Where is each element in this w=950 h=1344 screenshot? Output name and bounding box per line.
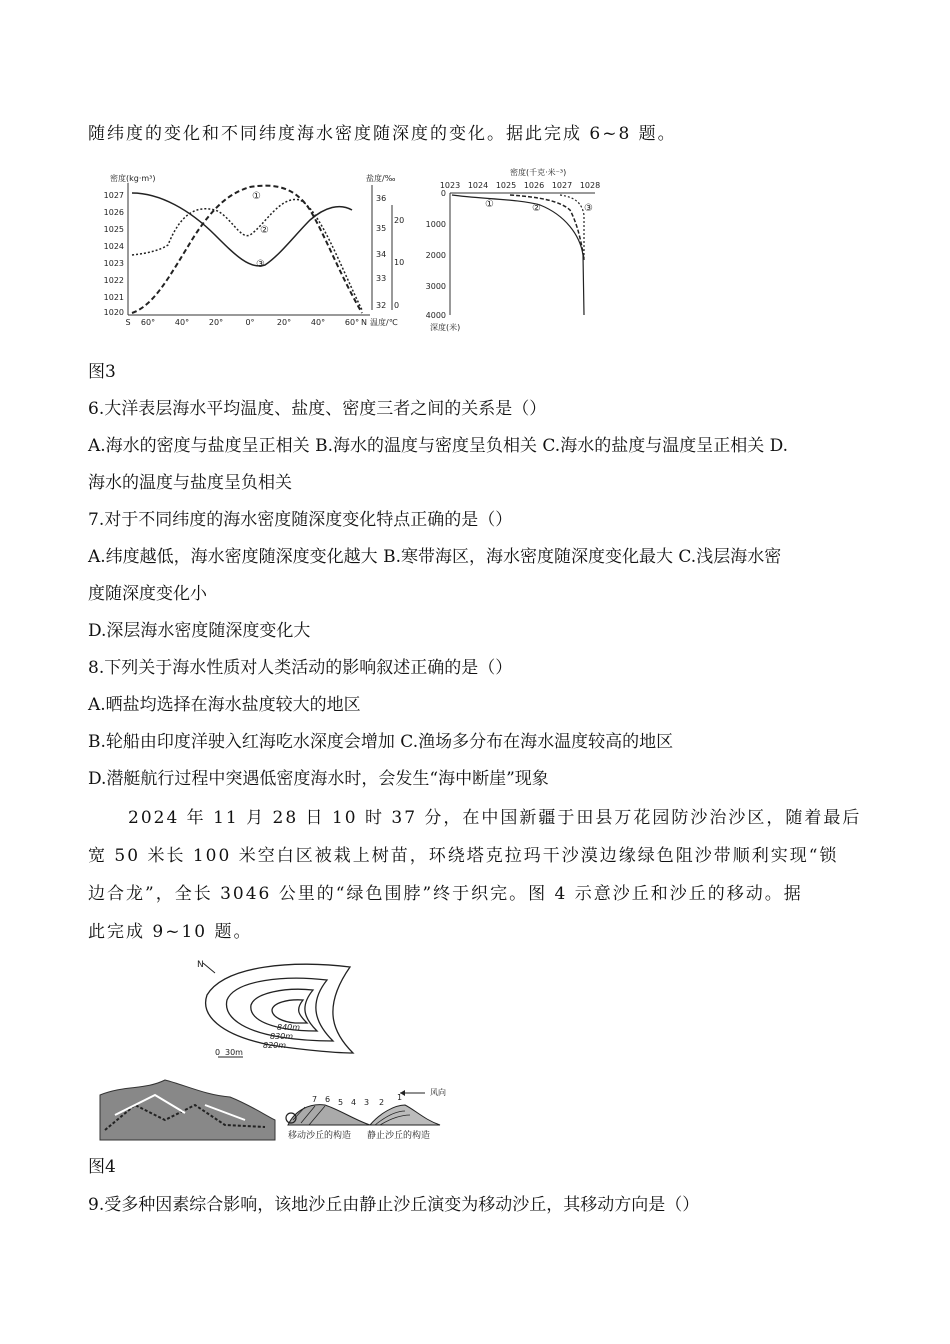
figure-3: [100, 165, 620, 340]
latitude-tick: 60°: [344, 318, 360, 327]
dune-contour-map: [197, 960, 353, 1057]
salinity-axis-label: 盐度/‰: [366, 174, 396, 183]
static-dune-label: 静止沙丘的构造: [367, 1131, 431, 1141]
question-7-options-cont: 度随深度变化小: [88, 584, 207, 604]
salinity-tick: 34: [376, 250, 387, 259]
latitude-tick: S: [125, 318, 131, 327]
salinity-curve: [132, 199, 362, 310]
intro-text: 随纬度的变化和不同纬度海水密度随深度的变化。据此完成 6~8 题。: [88, 124, 677, 144]
question-7-option-d: D.深层海水密度随深度变化大: [88, 621, 311, 641]
question-6-options-cont: 海水的温度与盐度呈负相关: [88, 473, 292, 493]
density-top-tick: 1024: [467, 181, 489, 190]
moving-dune-label: 移动沙丘的构造: [288, 1131, 352, 1141]
latitude-tick: N: [361, 318, 367, 327]
latitude-tick: 20°: [276, 318, 292, 327]
layer-number: 3: [364, 1098, 370, 1107]
figure-4: [95, 955, 465, 1145]
curve-marker: ①: [252, 191, 261, 202]
top-axis-label: 密度(千克·米⁻³): [510, 168, 567, 177]
latitude-tick: 40°: [174, 318, 190, 327]
density-tick: 1022: [103, 276, 124, 285]
question-8-option-a: A.晒盐均选择在海水盐度较大的地区: [88, 695, 361, 715]
layer-number: 2: [379, 1098, 385, 1107]
contour-label: 820m: [263, 1041, 287, 1050]
depth-tick: 0: [440, 189, 446, 198]
density-tick: 1024: [103, 242, 124, 251]
figure-3-caption: 图3: [88, 362, 116, 382]
temperature-axis-label: 温度/℃: [370, 318, 398, 327]
latitude-tick: 0°: [245, 318, 255, 327]
contour-label: 830m: [270, 1032, 294, 1041]
scale-label: 30m: [225, 1048, 243, 1057]
passage-line: 边合龙”，全长 3046 公里的“绿色围脖”终于织完。图 4 示意沙丘和沙丘的移动。据: [88, 884, 803, 904]
north-arrow-icon: [203, 963, 215, 973]
layer-number: 7: [312, 1095, 318, 1104]
passage-line: 宽 50 米长 100 米空白区被栽上树苗，环绕塔克拉玛干沙漠边缘绿色阻沙带顺利实现“锁: [88, 846, 839, 866]
density-axis-label: 密度(kg·m³): [110, 174, 156, 183]
density-top-tick: 1028: [579, 181, 601, 190]
scale-zero: 0: [215, 1048, 221, 1057]
density-tick: 1020: [103, 308, 124, 317]
density-top-tick: 1026: [523, 181, 545, 190]
curve-marker: ②: [532, 203, 541, 214]
density-top-tick: 1023: [439, 181, 461, 190]
temperature-tick: 20: [394, 216, 405, 225]
depth-axis-label: 深度(米): [430, 323, 461, 332]
question-8-option-bc: B.轮船由印度洋驶入红海吃水深度会增加 C.渔场多分布在海水温度较高的地区: [88, 732, 674, 752]
question-6-stem: 6.大洋表层海水平均温度、盐度、密度三者之间的关系是（）: [88, 399, 547, 419]
curve-marker: ②: [260, 225, 269, 236]
density-curve: [132, 193, 352, 266]
layer-number: 6: [325, 1095, 331, 1104]
density-tick: 1025: [103, 225, 124, 234]
density-tick: 1027: [103, 191, 124, 200]
question-8-stem: 8.下列关于海水性质对人类活动的影响叙述正确的是（）: [88, 658, 513, 678]
density-top-tick: 1025: [495, 181, 517, 190]
depth-tick: 4000: [425, 311, 446, 320]
curve-marker: ③: [256, 259, 265, 270]
depth-tick: 2000: [425, 251, 446, 260]
density-depth-curve-2: [510, 195, 584, 260]
depth-tick: 1000: [425, 220, 446, 229]
density-depth-curve-1: [452, 195, 584, 315]
density-top-tick: 1027: [551, 181, 573, 190]
curve-marker: ③: [584, 203, 593, 214]
salinity-tick: 32: [376, 301, 387, 310]
dune-structure-diagram: [286, 1087, 446, 1141]
dune-landscape-sketch: [100, 1080, 275, 1140]
layer-number: 5: [338, 1098, 344, 1107]
density-tick: 1023: [103, 259, 124, 268]
north-label: N: [197, 960, 204, 970]
layer-number: 4: [351, 1098, 357, 1107]
latitude-tick: 60°: [140, 318, 156, 327]
passage-line: 此完成 9~10 题。: [88, 922, 253, 942]
question-6-options: A.海水的密度与盐度呈正相关 B.海水的温度与密度呈负相关 C.海水的盐度与温度呈正相关 D.: [88, 436, 789, 456]
latitude-tick: 40°: [310, 318, 326, 327]
question-7-stem: 7.对于不同纬度的海水密度随深度变化特点正确的是（）: [88, 510, 513, 530]
density-tick: 1021: [103, 293, 124, 302]
wind-label: 风向: [430, 1088, 446, 1097]
depth-profile-chart: [426, 167, 601, 332]
contour-label: 840m: [277, 1023, 301, 1032]
question-7-options: A.纬度越低，海水密度随深度变化越大 B.寒带海区，海水密度随深度变化最大 C.浅层海水密: [88, 547, 782, 567]
figure-4-caption: 图4: [88, 1157, 116, 1177]
latitude-tick: 20°: [208, 318, 224, 327]
temperature-tick: 10: [394, 258, 405, 267]
question-9-stem: 9.受多种因素综合影响，该地沙丘由静止沙丘演变为移动沙丘，其移动方向是（）: [88, 1195, 700, 1215]
salinity-tick: 33: [376, 274, 387, 283]
curve-marker: ①: [485, 199, 494, 210]
salinity-tick: 36: [376, 194, 387, 203]
passage-line: 2024 年 11 月 28 日 10 时 37 分，在中国新疆于田县万花园防沙治沙区，随着最后: [128, 808, 862, 828]
question-8-option-d: D.潜艇航行过程中突遇低密度海水时，会发生“海中断崖”现象: [88, 769, 549, 789]
latitude-profile-chart: [104, 173, 405, 327]
temperature-curve: [132, 186, 362, 313]
contour-core: [272, 1000, 307, 1023]
density-tick: 1026: [103, 208, 124, 217]
layer-number: 1: [397, 1093, 403, 1102]
temperature-tick: 0: [394, 301, 400, 310]
depth-tick: 3000: [425, 282, 446, 291]
salinity-tick: 35: [376, 224, 387, 233]
